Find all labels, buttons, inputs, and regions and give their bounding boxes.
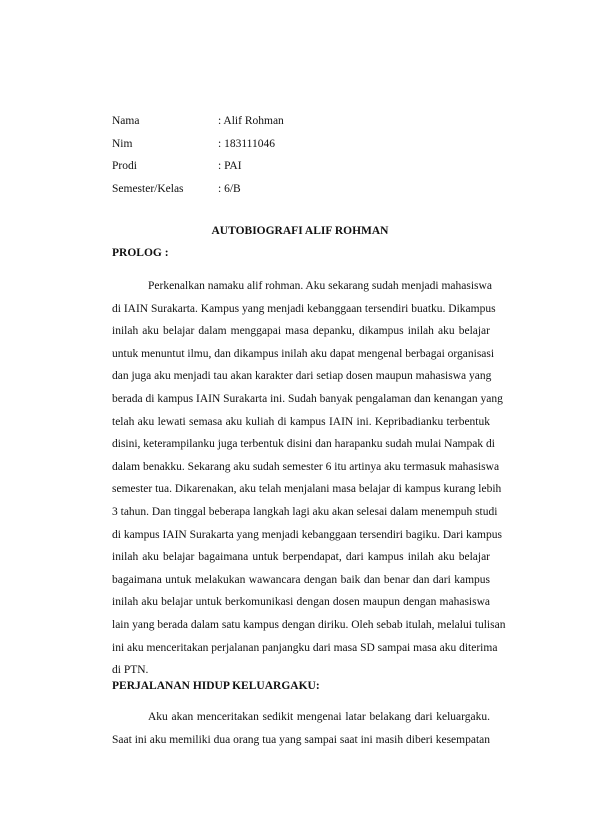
section-heading-keluarga: PERJALANAN HIDUP KELUARGAKU: [112,680,320,692]
identity-row-semester [112,178,284,201]
paragraph-prolog [112,275,506,682]
identity-value: : 183111046 [218,137,275,150]
identity-label: Semester/Kelas [112,182,184,195]
text-line: Saat ini aku memiliki dua orang tua yang sampai saat ini masih diberi kesempatan [112,733,490,746]
text-line: disini, keterampilanku juga terbentuk disini dan harapanku sudah mulai Nampak di [112,438,495,451]
text-line: dalam benakku. Sekarang aku sudah semester 6 itu artinya aku termasuk mahasiswa [112,460,500,473]
text-line: inilah aku belajar bagaimana untuk berpendapat, dari kampus inilah aku belajar [112,551,490,564]
text-line: lain yang berada dalam satu kampus dengan diriku. Oleh sebab itulah, melalui tulisan [112,618,506,631]
text-line: dan juga aku menjadi tau akan karakter dari setiap dosen maupun mahasiswa yang [112,370,492,383]
text-line: ini aku menceritakan perjalanan panjangku dari masa SD sampai masa aku diterima [112,641,498,654]
text-line: semester tua. Dikarenakan, aku telah menjalani masa belajar di kampus kurang lebih [112,483,502,496]
identity-row-nim [112,133,284,156]
identity-value: : PAI [218,160,242,173]
identity-row-nama [112,110,284,133]
text-line: berada di kampus IAIN Surakarta ini. Sudah banyak pengalaman dan kenangan yang [112,392,503,405]
paragraph-keluarga [112,706,490,751]
text-line: di PTN. [112,664,149,677]
text-line: 3 tahun. Dan tinggal beberapa langkah lagi aku akan selesai dalam menempuh studi [112,505,498,518]
text-line: bagaimana untuk melakukan wawancara dengan baik dan benar dan dari kampus [112,573,490,586]
text-line: di kampus IAIN Surakarta yang menjadi kebanggaan tersendiri bagiku. Dari kampus [112,528,502,541]
text-line: untuk menuntut ilmu, dan dikampus inilah aku dapat mengenal berbagai organisasi [112,347,495,360]
identity-block [112,110,284,200]
text-line: inilah aku belajar dalam menggapai masa depanku, dikampus inilah aku belajar [112,325,490,338]
identity-label: Prodi [112,160,137,173]
text-line: di IAIN Surakarta. Kampus yang menjadi kebanggaan tersendiri buatku. Dikampus [112,302,496,315]
identity-value: : 6/B [218,182,241,195]
identity-value: : Alif Rohman [218,115,284,128]
identity-label: Nim [112,137,133,150]
section-heading-prolog: PROLOG : [112,247,169,259]
text-line: Aku akan menceritakan sedikit mengenai latar belakang dari keluargaku. [148,711,490,723]
identity-label: Nama [112,115,140,128]
document-title: AUTOBIOGRAFI ALIF ROHMAN [211,225,389,237]
identity-row-prodi [112,155,284,178]
text-line: telah aku lewati semasa aku kuliah di kampus IAIN ini. Kepribadianku terbentuk [112,415,490,428]
text-line: Perkenalkan namaku alif rohman. Aku sekarang sudah menjadi mahasiswa [148,280,492,292]
text-line: inilah aku belajar untuk berkomunikasi dengan dosen maupun dengan mahasiswa [112,596,490,609]
